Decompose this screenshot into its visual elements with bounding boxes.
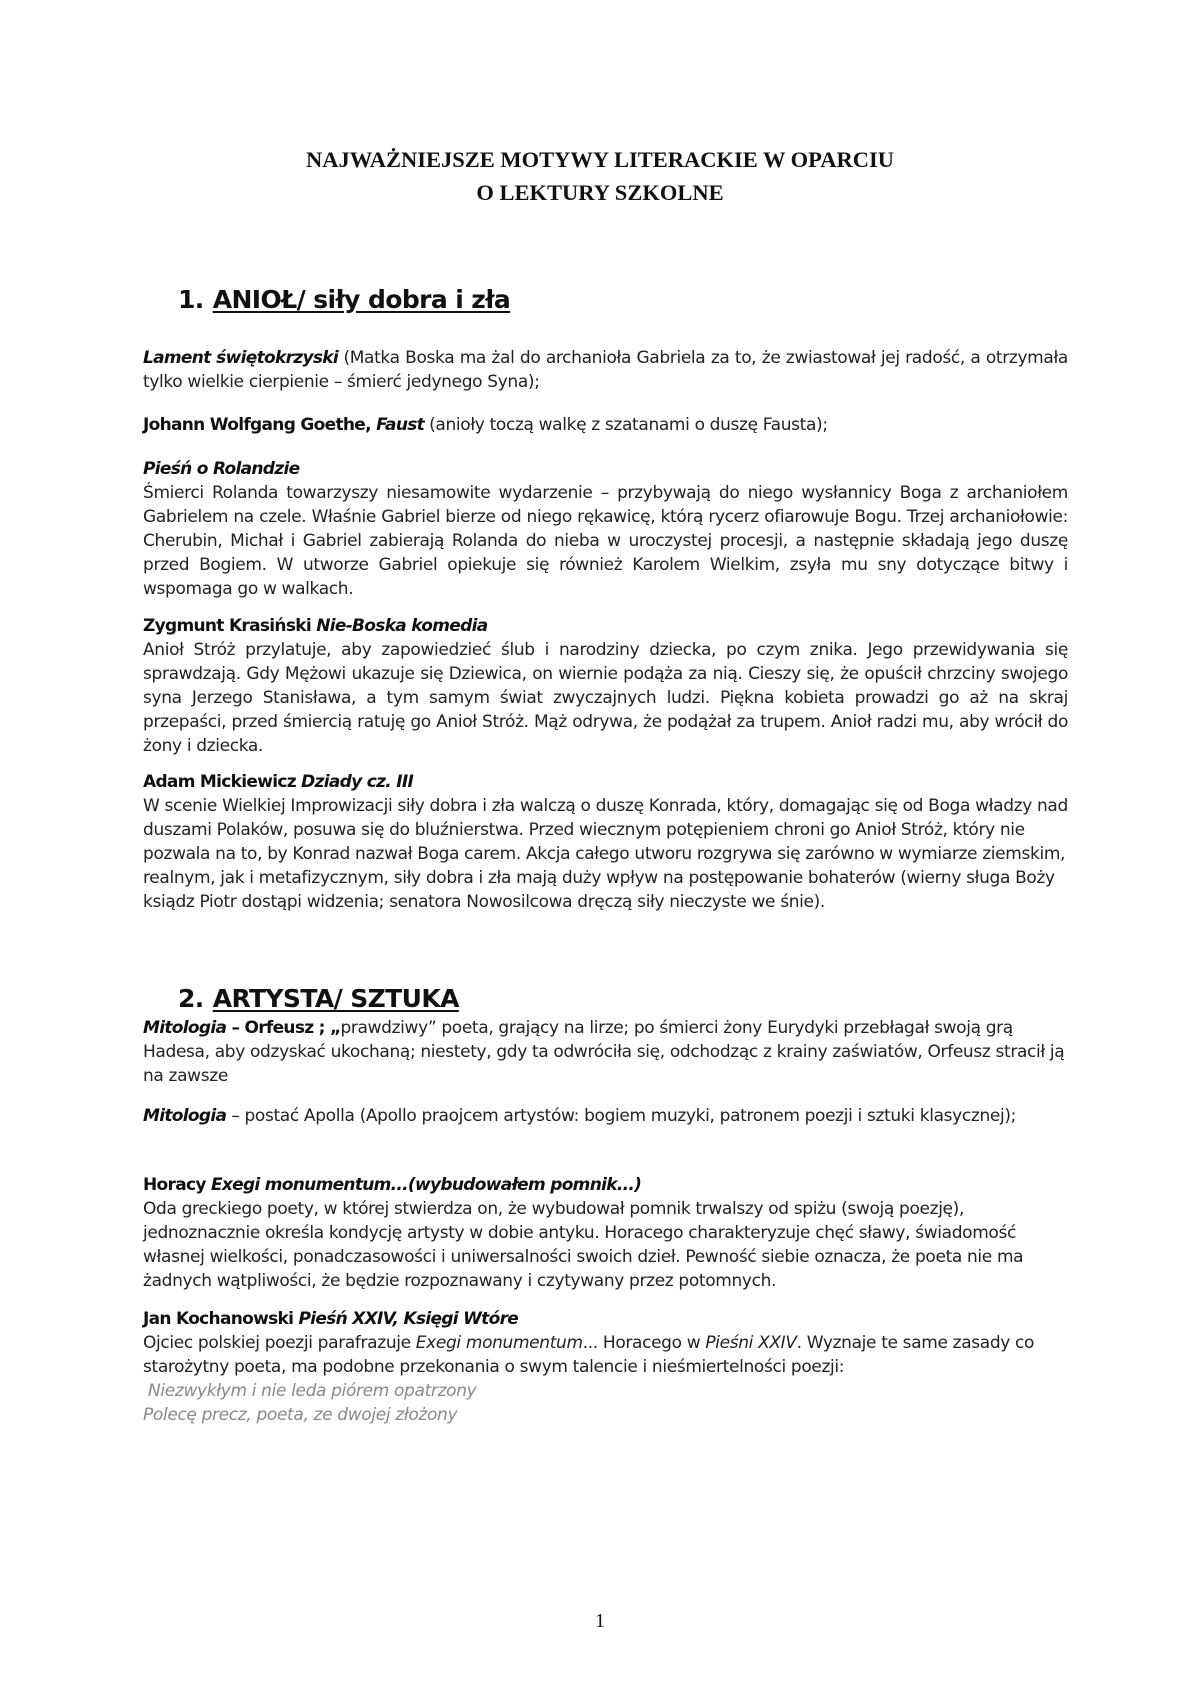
work-title: Pieśń o Rolandzie: [143, 459, 300, 479]
entry-text: prawdziwy” poeta, grający na lirze; po śmierci żony Eurydyki przebłagał swoją grą Hadesa, aby odzyskać ukochaną; niestety, gdy ta odwróciła się, odchodząc z krainy zaświatów, Orfeusz stracił ją na zawsze: [143, 1018, 1065, 1086]
work-title: Nie-Boska komedia: [316, 616, 488, 636]
author-name: – Orfeusz ;: [226, 1018, 330, 1038]
author-name: Zygmunt Krasiński: [143, 616, 317, 636]
entry-faust: [143, 413, 1068, 437]
document-title: [0, 143, 1200, 209]
work-title: Faust: [376, 415, 425, 435]
section-title: ANIOŁ/ siły dobra i zła: [212, 285, 511, 314]
section-1-heading: [178, 285, 510, 315]
entry-kochanowski: [143, 1307, 1068, 1427]
entry-apollo: [143, 1104, 1068, 1128]
section-number: 2.: [178, 984, 204, 1013]
text-italic: Pieśni XXIV: [705, 1333, 797, 1353]
entry-text: (anioły toczą walkę z szatanami o duszę Fausta);: [424, 415, 828, 435]
text-part: . Wyznaje te same zasady co starożytny poeta, ma podobne przekonania o swym talencie i nieśmiertelności poezji:: [143, 1333, 1035, 1377]
author-name: Johann Wolfgang Goethe,: [143, 415, 377, 435]
author-name: Jan Kochanowski: [143, 1309, 299, 1329]
work-title: Mitologia: [143, 1018, 227, 1038]
quote-mark: „: [329, 1018, 341, 1038]
entry-text: Anioł Stróż przylatuje, aby zapowiedzieć ślub i narodziny dziecka, po czym znika. Jego przewidywania się sprawdzają. Gdy Mężowi ukazuje się Dziewica, on wiernie podąża za nią. Cieszy się, że opuścił chrzciny swojego syna Jerzego Stanisława, a tym samym świat zwyczajnych ludzi. Piękna kobieta prowadzi go aż na skraj przepaści, przed śmiercią ratuję go Anioł Stróż. Mąż odrywa, że podążał za trupem. Anioł radzi mu, aby wrócił do żony i dziecka.: [143, 640, 1068, 756]
text-part: Ojciec polskiej poezji parafrazuje: [143, 1333, 416, 1353]
entry-text: W scenie Wielkiej Improwizacji siły dobra i zła walczą o duszę Konrada, który, domagając się od Boga władzy nad duszami Polaków, posuwa się do bluźnierstwa. Przed wiecznym potępieniem chroni go Anioł Stróż, który nie pozwala na to, by Konrad nazwał Boga carem. Akcja całego utworu rozgrywa się zarówno w wymiarze ziemskim, realnym, jak i metafizycznym, siły dobra i zła mają duży wpływ na postępowanie bohaterów (wierny sługa Boży ksiądz Piotr dostąpi widzenia; senatora Nowosilcowa dręczą siły nieczyste we śnie).: [143, 796, 1068, 912]
title-line-2: O LEKTURY SZKOLNE: [476, 180, 724, 205]
entry-text: Śmierci Rolanda towarzyszy niesamowite wydarzenie – przybywają do niego wysłannicy Boga z archaniołem Gabrielem na czele. Właśnie Gabriel bierze od niego rękawicę, którą rycerz ofiarowuje Bogu. Trzej archaniołowie: Cherubin, Michał i Gabriel zabierają Rolanda do nieba w uroczystej procesji, a następnie składają jego duszę przed Bogiem. W utworze Gabriel opiekuje się również Karolem Wielkim, zsyła mu sny dotyczące bitwy i wspomaga go w walkach.: [143, 483, 1068, 599]
work-title: Pieśń XXIV, Księgi Wtóre: [298, 1309, 519, 1329]
page-number: 1: [595, 1610, 605, 1632]
author-name: Horacy: [143, 1175, 211, 1195]
entry-dziady: [143, 770, 1068, 914]
quote-line-1: Niezwykłym i nie leda piórem opatrzony: [143, 1381, 477, 1401]
entry-text: – postać Apolla (Apollo praojcem artystów: bogiem muzyki, patronem poezji i sztuki klasycznej);: [226, 1106, 1017, 1126]
text-part: ... Horacego w: [582, 1333, 706, 1353]
work-title: Exegi monumentum...(wybudowałem pomnik...): [210, 1175, 642, 1195]
section-2-heading: [178, 984, 459, 1014]
entry-text: Oda greckiego poety, w której stwierdza on, że wybudował pomnik trwalszy od spiżu (swoją poezję), jednoznacznie określa kondycję artysty w dobie antyku. Horacego charakteryzuje chęć sławy, świadomość własnej wielkości, ponadczasowości i uniwersalności swoich dzieł. Pewność siebie oznacza, że poeta nie ma żadnych wątpliwości, że będzie rozpoznawany i czytywany przez potomnych.: [143, 1199, 1024, 1291]
section-number: 1.: [178, 285, 204, 314]
entry-text: [143, 1331, 1068, 1379]
entry-text: (Matka Boska ma żal do archanioła Gabriela za to, że zwiastował jej radość, a otrzymała tylko wielkie cierpienie – śmierć jedynego Syna);: [143, 348, 1068, 392]
author-name: Adam Mickiewicz: [143, 772, 302, 792]
entry-nieboska: [143, 614, 1068, 758]
work-title: Mitologia: [143, 1106, 227, 1126]
entry-roland: [143, 457, 1068, 601]
quote-line-2: Polecę precz, poeta, ze dwojej złożony: [143, 1405, 458, 1425]
work-title: Lament świętokrzyski: [143, 348, 338, 368]
entry-lament: [143, 346, 1068, 394]
section-title: ARTYSTA/ SZTUKA: [212, 984, 459, 1013]
work-title: Dziady cz. III: [301, 772, 414, 792]
text-italic: Exegi monumentum: [415, 1333, 583, 1353]
entry-horacy: [143, 1173, 1068, 1293]
entry-orfeusz: [143, 1016, 1068, 1088]
title-line-1: NAJWAŻNIEJSZE MOTYWY LITERACKIE W OPARCIU: [305, 147, 894, 172]
